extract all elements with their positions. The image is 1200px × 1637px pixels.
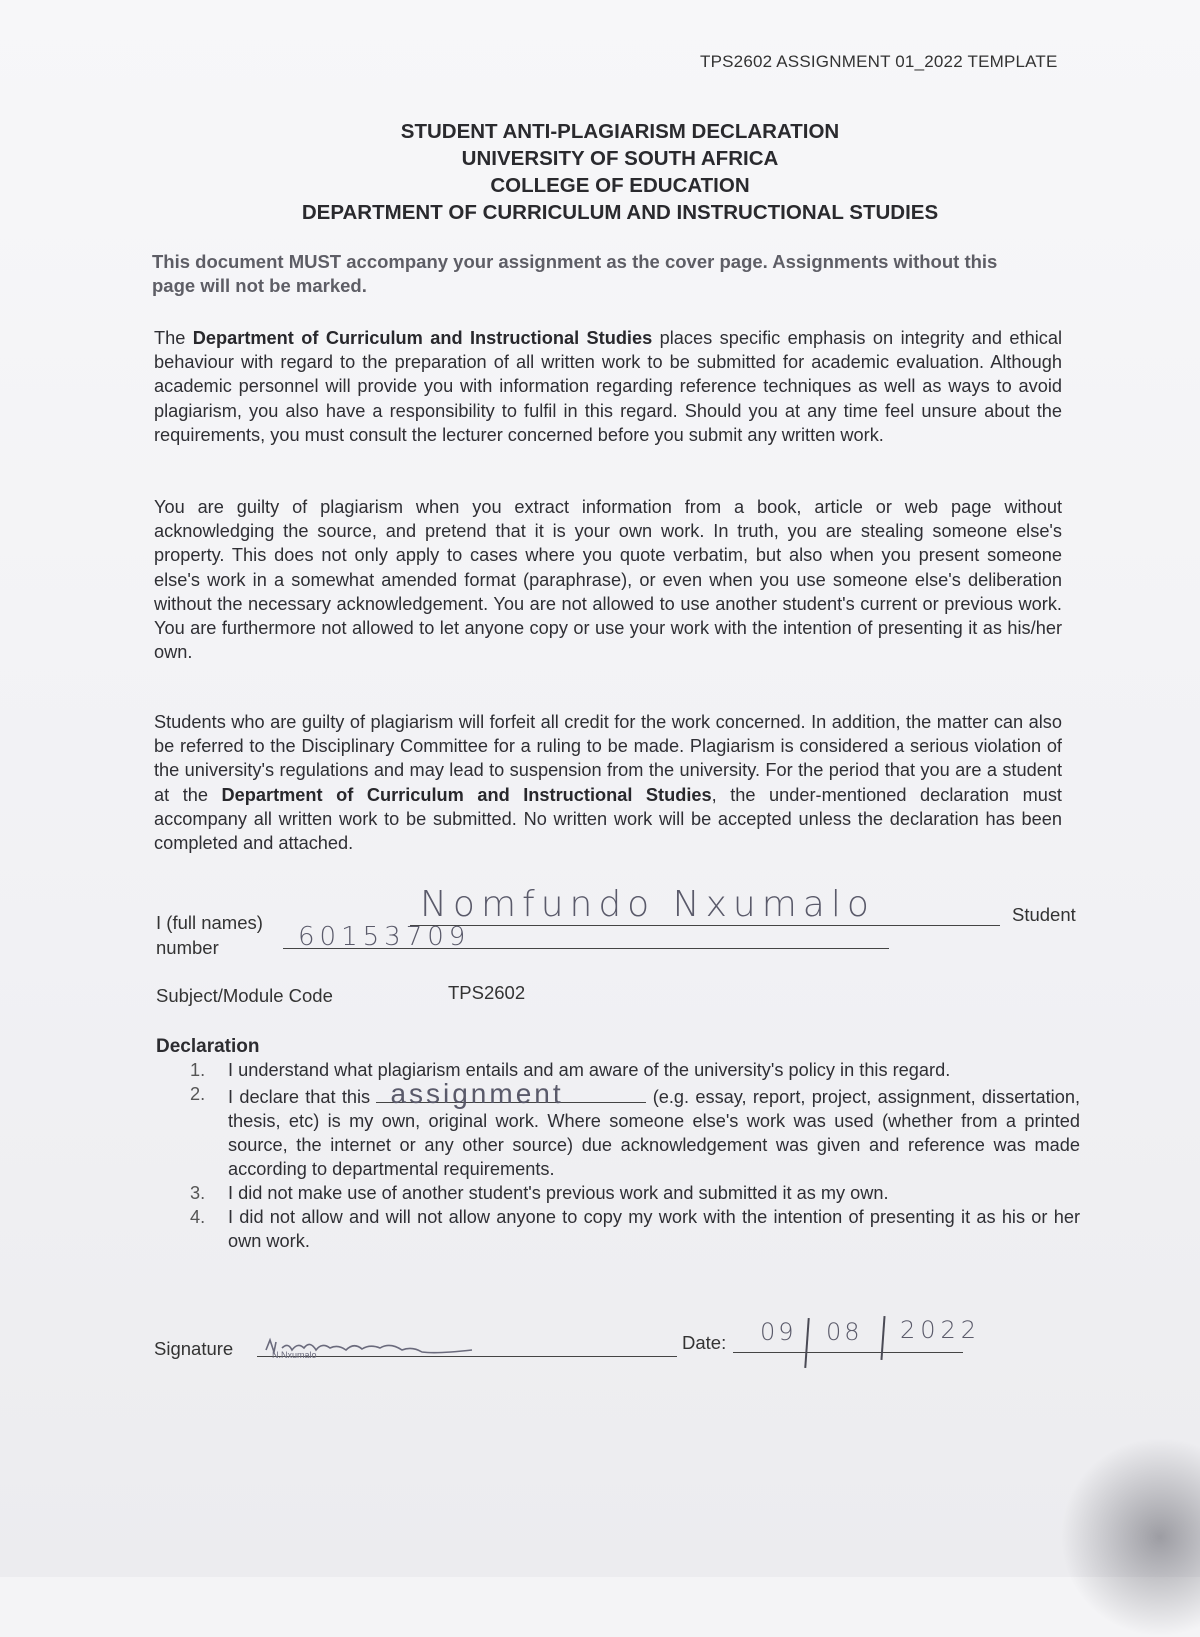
work-type-value: assignment <box>390 1078 564 1109</box>
signature-label: Signature <box>154 1338 234 1359</box>
item-text <box>228 1078 1080 1181</box>
heading-line-2: UNIVERSITY OF SOUTH AFRICA <box>461 147 779 170</box>
heading-line-3: COLLEGE OF EDUCATION <box>490 174 750 197</box>
date-day[interactable]: 09 <box>760 1318 797 1346</box>
p1-post: places specific emphasis on integrity and ethical behaviour with regard to the preparation of all written work to be submitted for academic evaluation. Although academic personnel will provide you with information regarding reference techniques as well as ways to avoid plagiarism, you also have a responsibility to fulfil in this regard. Should you at any time feel unsure about the requirements, you must consult the lecturer concerned before you submit any written work. <box>154 328 1063 445</box>
item-number: 1. <box>190 1060 206 1080</box>
p1-pre: The <box>154 328 193 348</box>
item-number: 2. <box>190 1084 206 1104</box>
student-number-label: number <box>156 937 219 958</box>
date-year[interactable]: 2022 <box>900 1316 982 1344</box>
item-2-post: (e.g. essay, report, project, assignment, dissertation, thesis, etc) is my own, original work. Where someone else's work was used (whether from a printed source, the internet or any other source) due acknowledgement was given and reference was made according to departmental requirements. <box>228 1087 1080 1179</box>
paragraph-consequences <box>154 710 1062 855</box>
declaration-title: Declaration <box>156 1036 260 1057</box>
p3-post: , the under-mentioned declaration must accompany all written work to be submitted. No written work will be accepted unless the declaration has been completed and attached. <box>154 784 1062 854</box>
declaration-list <box>190 1058 1080 1253</box>
paragraph-integrity <box>154 326 1062 447</box>
item-2-pre: I declare that this <box>228 1087 377 1107</box>
work-type-field[interactable] <box>376 1078 646 1109</box>
heading-line-1: STUDENT ANTI-PLAGIARISM DECLARATION <box>400 120 840 143</box>
module-code-label: Subject/Module Code <box>156 985 333 1006</box>
item-text: I did not allow and will not allow anyone to copy my work with the intention of presenting it as his or her own work. <box>228 1207 1080 1251</box>
p1-department: Department of Curriculum and Instructional Studies <box>192 328 653 348</box>
declaration-item <box>190 1058 1080 1082</box>
p3-pre: Students who are guilty of plagiarism will forfeit all credit for the work concerned. In addition, the matter can also be referred to the Disciplinary Committee for a ruling to be made. Plagiarism is considered a serious violation of the university's regulations and may lead to suspension from the university. For the period that you are a student at the <box>154 712 1062 805</box>
p3-department: Department of Curriculum and Instructional Studies <box>221 784 712 805</box>
date-separator <box>804 1318 809 1368</box>
cover-page-notice: This document MUST accompany your assignment as the cover page. Assignments without this page will not be marked. <box>152 251 998 296</box>
item-text: I did not make use of another student's previous work and submitted it as my own. <box>228 1183 889 1203</box>
full-names-label: I (full names) <box>156 912 263 933</box>
declaration-item <box>190 1078 1080 1181</box>
module-code-value: TPS2602 <box>448 982 526 1003</box>
date-separator <box>880 1316 885 1360</box>
item-number: 4. <box>190 1207 206 1227</box>
declaration-item <box>190 1181 1080 1205</box>
student-label: Student <box>1012 904 1076 925</box>
full-names-field[interactable]: Nomfundo Nxumalo <box>420 884 875 925</box>
date-month[interactable]: 08 <box>826 1318 863 1346</box>
item-number: 3. <box>190 1183 206 1203</box>
corner-shadow <box>1060 1437 1200 1637</box>
reference-code: TPS2602 ASSIGNMENT 01_2022 TEMPLATE <box>700 52 1058 71</box>
student-number-field[interactable]: 60153709 <box>298 922 471 952</box>
signature-text: N.Nxumalo <box>272 1350 317 1360</box>
heading-line-4: DEPARTMENT OF CURRICULUM AND INSTRUCTIONAL STUDIES <box>301 201 939 224</box>
signature-field[interactable] <box>262 1332 482 1360</box>
full-names-line <box>410 925 1000 926</box>
item-text: I understand what plagiarism entails and am aware of the university's policy in this regard. <box>228 1060 951 1080</box>
date-line <box>733 1352 963 1353</box>
paragraph-plagiarism-definition: You are guilty of plagiarism when you extract information from a book, article or web page without acknowledging the source, and pretend that it is your own work. In truth, you are stealing someone else's property. This does not only apply to cases where you quote verbatim, but also when you present someone else's work in a somewhat amended format (paraphrase), or even when you use someone else's deliberation without the necessary acknowledgement. You are not allowed to use another student's current or previous work. You are furthermore not allowed to let anyone copy or use your work with the intention of presenting it as his/her own. <box>154 497 1062 663</box>
declaration-item <box>190 1205 1080 1253</box>
date-label: Date: <box>682 1332 727 1353</box>
document-heading <box>0 118 1200 226</box>
